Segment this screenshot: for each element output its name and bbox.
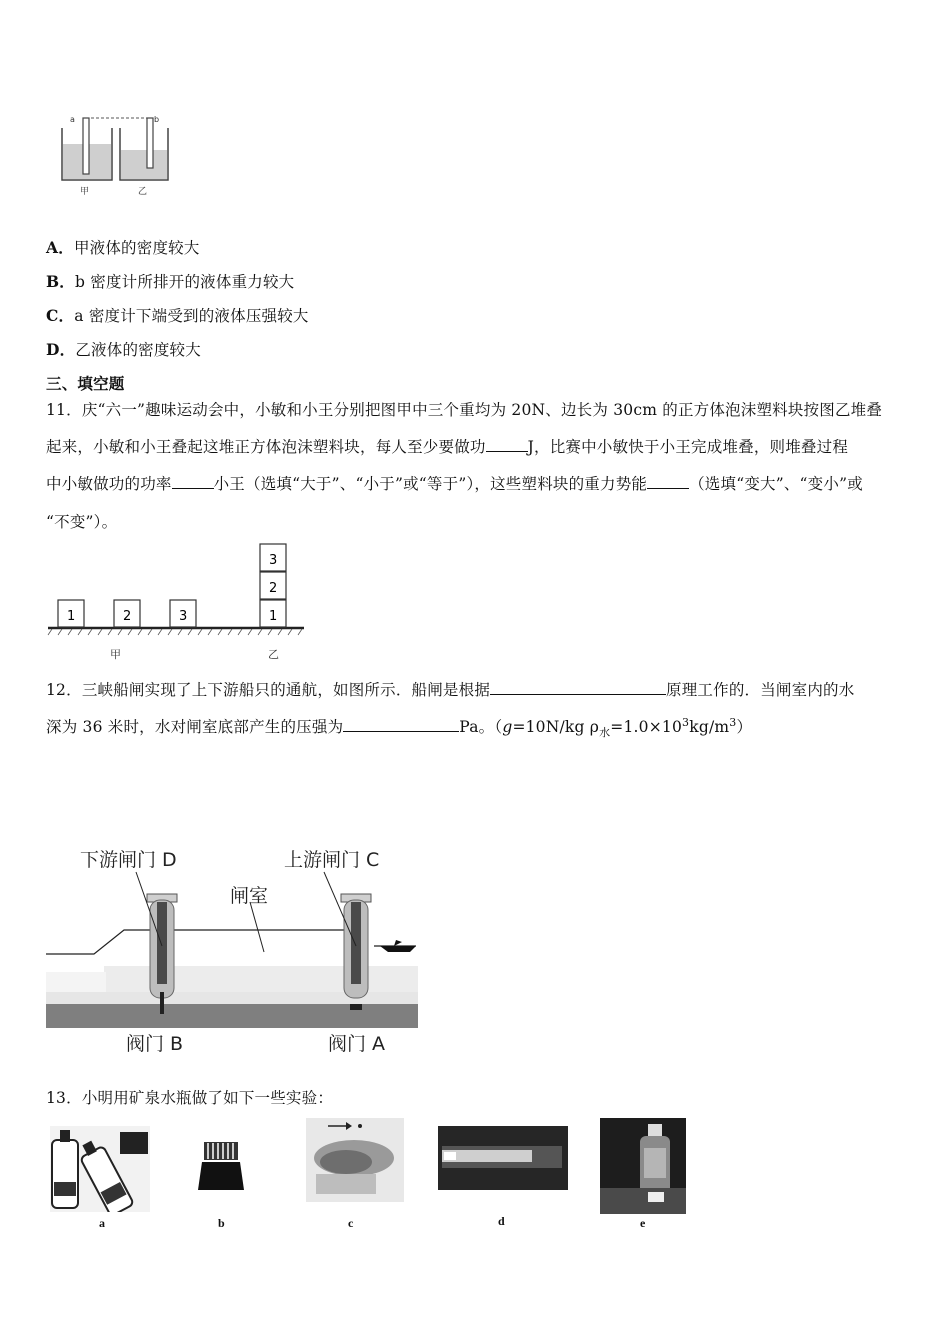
q10-densimeter-figure: [56, 110, 176, 200]
block-jia-2: 2: [123, 609, 132, 624]
label-yi: 乙: [138, 187, 148, 197]
photo-a-bottles: [50, 1126, 150, 1212]
label-chamber: 闸室: [230, 885, 269, 907]
q11-line2: 起来，小敏和小王叠起这堆正方体泡沫塑料块，每人至少要做功 J，比赛中小敏快于小王完成堆叠，则堆叠过程: [46, 438, 849, 456]
option-c: C．a 密度计下端受到的液体压强较大: [46, 306, 309, 325]
q12-line1: 12．三峡船闸实现了上下游船只的通航，如图所示．船闸是根据 原理工作的．当闸室内的水: [46, 681, 855, 699]
photo-c-blowing: [306, 1118, 404, 1202]
block-jia-3: 3: [179, 609, 188, 624]
q12-line2: 深为 36 米时，水对闸室底部产生的压强为 Pa。（g=10N/kg $\rho_水=1.0\times 10^3kg/m^3$）: [46, 715, 753, 740]
option-a: A．甲液体的密度较大: [46, 238, 200, 257]
label-valve-b: 阀门 B: [126, 1033, 184, 1055]
block-yi-2: 2: [269, 581, 278, 596]
caption-e: e: [640, 1216, 646, 1230]
q11-blocks-figure: [46, 540, 316, 662]
label-upstream-gate-c: 上游闸门 C: [284, 849, 380, 871]
label-b: b: [154, 115, 160, 124]
q11-blank-power[interactable]: [172, 474, 214, 489]
label-a: a: [70, 115, 75, 124]
section-title: 三、填空题: [46, 374, 125, 393]
label-yi: 乙: [268, 648, 279, 661]
block-jia-1: 1: [67, 609, 76, 624]
q11-blank-work[interactable]: [486, 437, 528, 452]
label-downstream-gate-d: 下游闸门 D: [80, 849, 177, 871]
label-jia: 甲: [80, 187, 90, 197]
photo-b-cap: [196, 1140, 246, 1192]
caption-b: b: [218, 1216, 225, 1230]
option-d: D．乙液体的密度较大: [46, 340, 201, 359]
q11-line1: 11．庆“六一”趣味运动会中，小敏和小王分别把图甲中三个重均为 20N、边长为 30cm 的正方体泡沫塑料块按图乙堆叠: [46, 401, 883, 419]
option-b: B．b 密度计所排开的液体重力较大: [46, 272, 295, 291]
block-yi-3: 3: [269, 553, 278, 568]
ship-lock-diagram: [44, 842, 424, 1060]
q11-line4: “不变”）。: [46, 513, 118, 531]
photo-e-bottle: [600, 1118, 686, 1214]
block-yi-1: 1: [269, 609, 278, 624]
label-valve-a: 阀门 A: [328, 1033, 386, 1055]
caption-a: a: [99, 1216, 105, 1230]
q11-blank-energy[interactable]: [647, 474, 689, 489]
label-jia: 甲: [110, 648, 121, 661]
q12-blank-pressure[interactable]: [343, 717, 459, 732]
q13-text: 13．小明用矿泉水瓶做了如下一些实验：: [46, 1089, 334, 1107]
q12-blank-principle[interactable]: [490, 680, 666, 695]
caption-c: c: [348, 1216, 354, 1230]
caption-d: d: [498, 1214, 505, 1228]
q11-line3: 中小敏做功的功率 小王（选填“大于”、“小于”或“等于”），这些塑料块的重力势能 （选填“变大”、“变小”或: [46, 475, 863, 493]
photo-d-tube: [438, 1126, 568, 1190]
